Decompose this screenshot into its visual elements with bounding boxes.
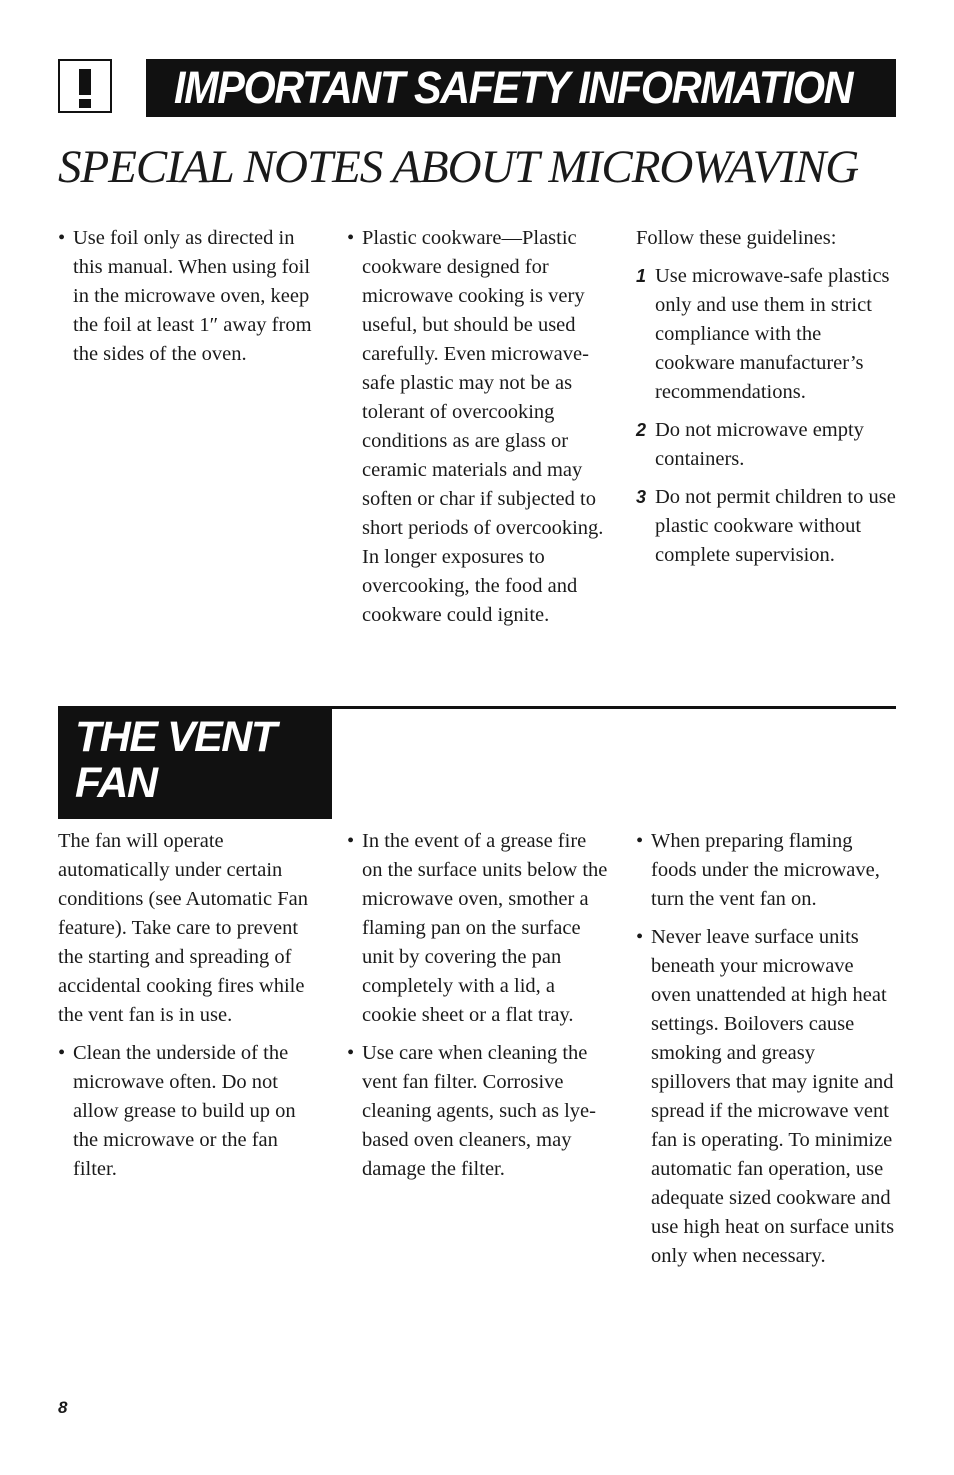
warning-exclamation-icon: [58, 59, 112, 113]
microwaving-column-1: [58, 224, 320, 369]
item-number: 3: [636, 487, 647, 507]
section-divider: [332, 706, 896, 709]
grease-fire-note: In the event of a grease fire on the surface units below the microwave oven, smother a flaming pan on the surface unit by covering the pan completely with a lid, a cookie sheet or a flat tray.: [362, 830, 608, 1026]
bullet-mark: •: [347, 830, 355, 852]
vent-fan-column-3: [636, 827, 898, 1271]
list-item: [347, 827, 609, 1030]
bullet-mark: •: [347, 1042, 355, 1064]
flaming-foods-note: When preparing flaming foods under the microwave, turn the vent fan on.: [651, 830, 880, 910]
vent-fan-intro: The fan will operate automatically under certain conditions (see Automatic Fan feature). Take care to prevent the starting and spreading of accidental cooking fires while the vent fan is in use.: [58, 830, 308, 1026]
filter-cleaning-note: Use care when cleaning the vent fan filter. Corrosive cleaning agents, such as lye-based oven cleaners, may damage the filter.: [362, 1042, 596, 1180]
guidelines-intro: Follow these guidelines:: [636, 227, 837, 249]
safety-banner: [146, 59, 896, 117]
list-item: [636, 416, 898, 474]
exclamation-dot: [79, 99, 91, 108]
foil-note: Use foil only as directed in this manual. When using foil in the microwave oven, keep the foil at least 1″ away from the sides of the oven.: [73, 227, 312, 365]
bullet-mark: •: [58, 227, 66, 249]
list-item: [636, 923, 898, 1271]
list-item: [636, 827, 898, 914]
vent-fan-title: [75, 714, 332, 806]
item-number: 1: [636, 266, 647, 286]
list-item: [58, 1039, 320, 1184]
vent-fan-title-block: [58, 706, 332, 819]
exclamation-bar: [79, 69, 91, 95]
clean-underside-note: Clean the underside of the microwave often. Do not allow grease to build up on the microwave or the fan filter.: [73, 1042, 296, 1180]
guideline-text: Do not microwave empty containers.: [655, 419, 864, 470]
bullet-mark: •: [347, 227, 355, 249]
vent-fan-title-line2: FAN: [75, 759, 157, 807]
vent-fan-title-line1: THE VENT: [75, 713, 276, 761]
vent-fan-column-1: [58, 827, 320, 1184]
unattended-units-note: Never leave surface units beneath your microwave oven unattended at high heat settings. Boilovers cause smoking and greasy spillovers that may ignite and spread if the microwave vent fan is operating. To minimize automatic fan operation, use adequate sized cookware and use high heat on surface units only when necessary.: [651, 926, 895, 1267]
vent-fan-column-2: [347, 827, 609, 1184]
banner-title: IMPORTANT SAFETY INFORMATION: [174, 62, 853, 113]
list-item: [636, 262, 898, 407]
guideline-text: Do not permit children to use plastic cookware without complete supervision.: [655, 486, 896, 566]
list-item: [636, 483, 898, 570]
page-number: 8: [58, 1398, 68, 1417]
list-item: [347, 224, 609, 630]
microwaving-column-3: [636, 224, 898, 570]
list-item: [347, 1039, 609, 1184]
bullet-mark: •: [58, 1042, 66, 1064]
bullet-mark: •: [636, 926, 644, 948]
microwaving-section-title: SPECIAL NOTES ABOUT MICROWAVING: [58, 141, 859, 193]
item-number: 2: [636, 420, 647, 440]
plastic-cookware-note: Plastic cookware—Plastic cookware designed for microwave cooking is very useful, but should be used carefully. Even microwave-safe plastic may not be as tolerant of overcooking conditions as are glass or ceramic materials and may soften or char if subjected to short periods of overcooking. In longer exposures to overcooking, the food and cookware could ignite.: [362, 227, 604, 626]
bullet-mark: •: [636, 830, 644, 852]
list-item: [58, 224, 320, 369]
guideline-text: Use microwave-safe plastics only and use them in strict compliance with the cookware manufacturer’s recommendations.: [655, 265, 890, 403]
microwaving-column-2: [347, 224, 609, 630]
